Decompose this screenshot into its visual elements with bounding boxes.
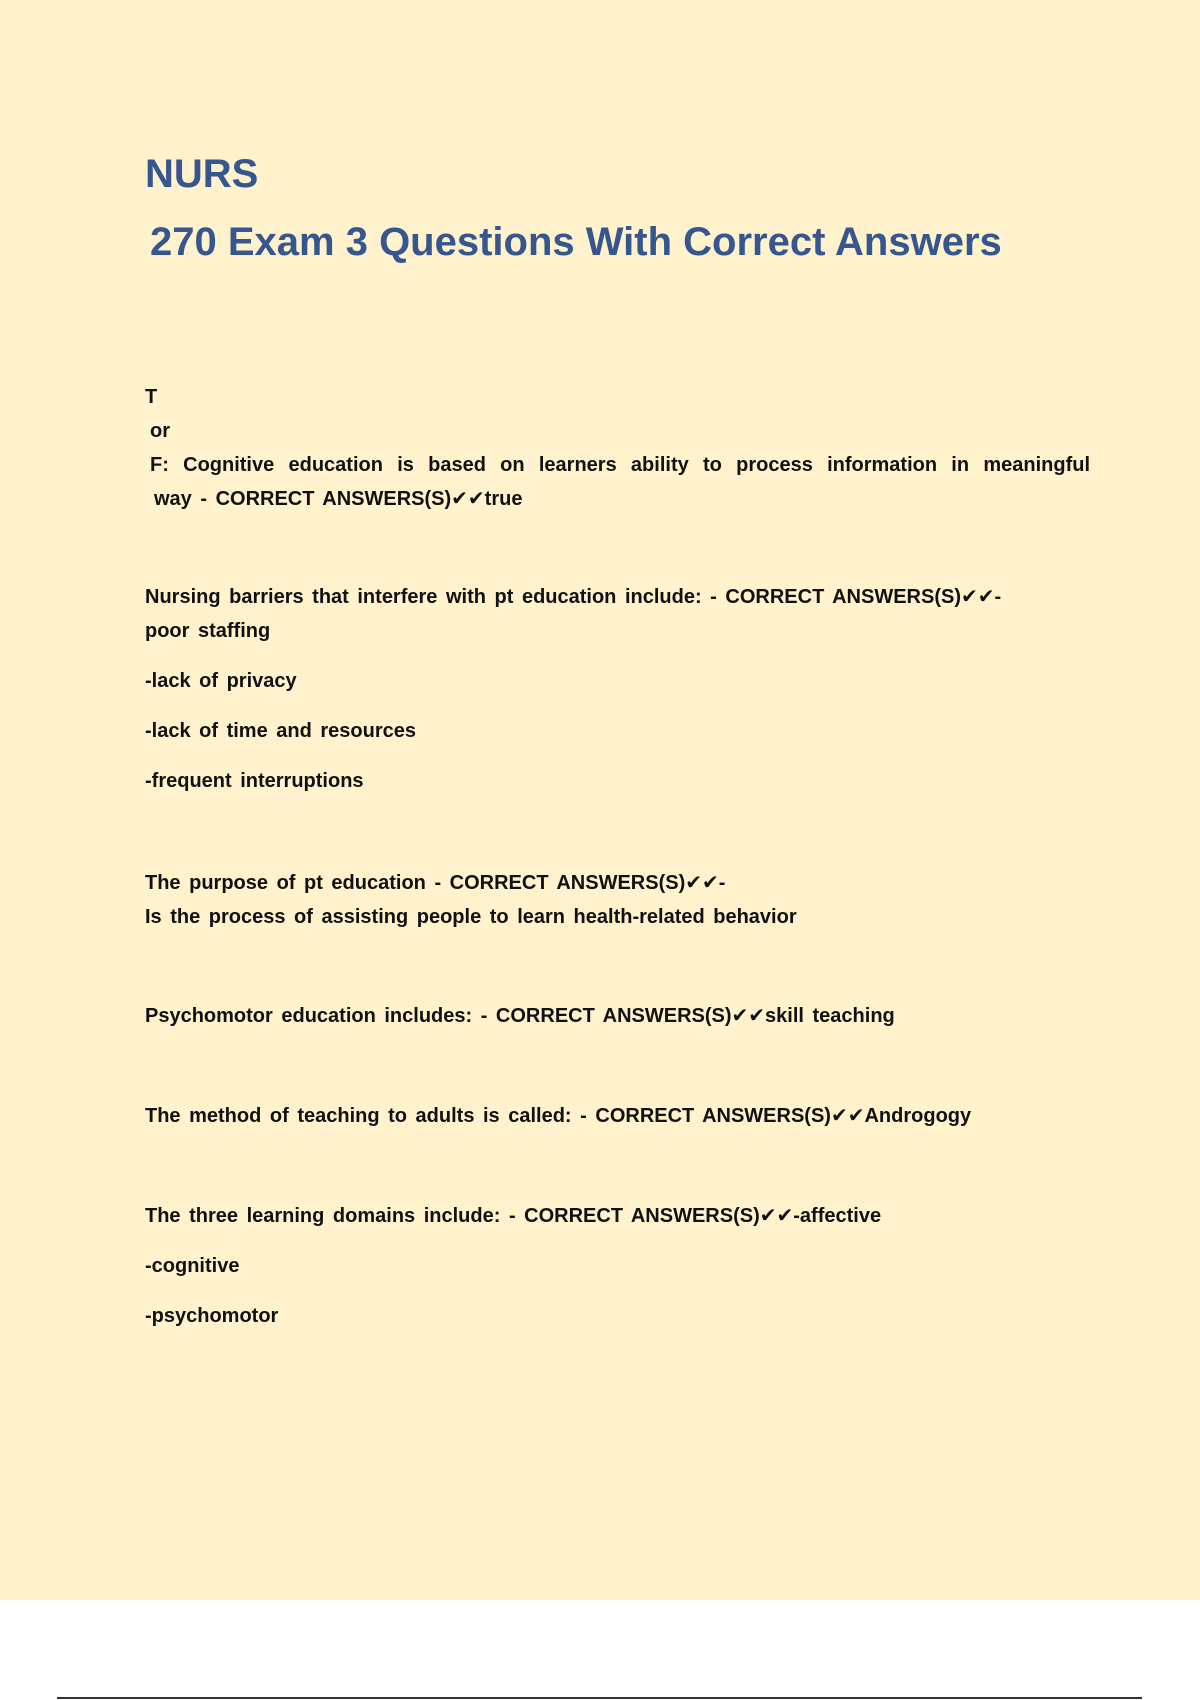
question-block-5 (145, 1099, 1090, 1133)
answer-list-item: -frequent interruptions (145, 770, 364, 792)
answer-list-item: -lack of time and resources (145, 720, 416, 742)
answer-text: way - CORRECT ANSWERS(S)✔✔true (154, 488, 523, 510)
title-line-1: NURS (145, 152, 259, 196)
question-block-1 (145, 380, 1090, 516)
question-block-3 (145, 866, 1090, 934)
document-title (145, 148, 1002, 268)
question-block-2 (145, 580, 1090, 798)
answer-text: poor staffing (145, 620, 271, 642)
answer-list-item: -cognitive (145, 1255, 240, 1277)
answer-list-item: -psychomotor (145, 1305, 279, 1327)
question-text: The method of teaching to adults is called: - CORRECT ANSWERS(S)✔✔Androgogy (145, 1105, 972, 1127)
question-text: The three learning domains include: - CORRECT ANSWERS(S)✔✔-affective (145, 1205, 882, 1227)
question-block-6 (145, 1199, 1090, 1333)
title-line-2: 270 Exam 3 Questions With Correct Answers (150, 220, 1002, 264)
answer-text: Is the process of assisting people to learn health-related behavior (145, 906, 797, 928)
question-text: F: Cognitive education is based on learners ability to process information in meaningful (150, 454, 1090, 476)
question-text: The purpose of pt education - CORRECT ANSWERS(S)✔✔- (145, 872, 726, 894)
question-text: or (150, 420, 170, 442)
question-text: Nursing barriers that interfere with pt education include: - CORRECT ANSWERS(S)✔✔- (145, 586, 1002, 608)
answer-list-item: -lack of privacy (145, 670, 297, 692)
question-text: Psychomotor education includes: - CORRECT ANSWERS(S)✔✔skill teaching (145, 1005, 895, 1027)
question-block-4 (145, 999, 1090, 1033)
question-text: T (145, 386, 158, 408)
footer-divider (57, 1697, 1142, 1699)
